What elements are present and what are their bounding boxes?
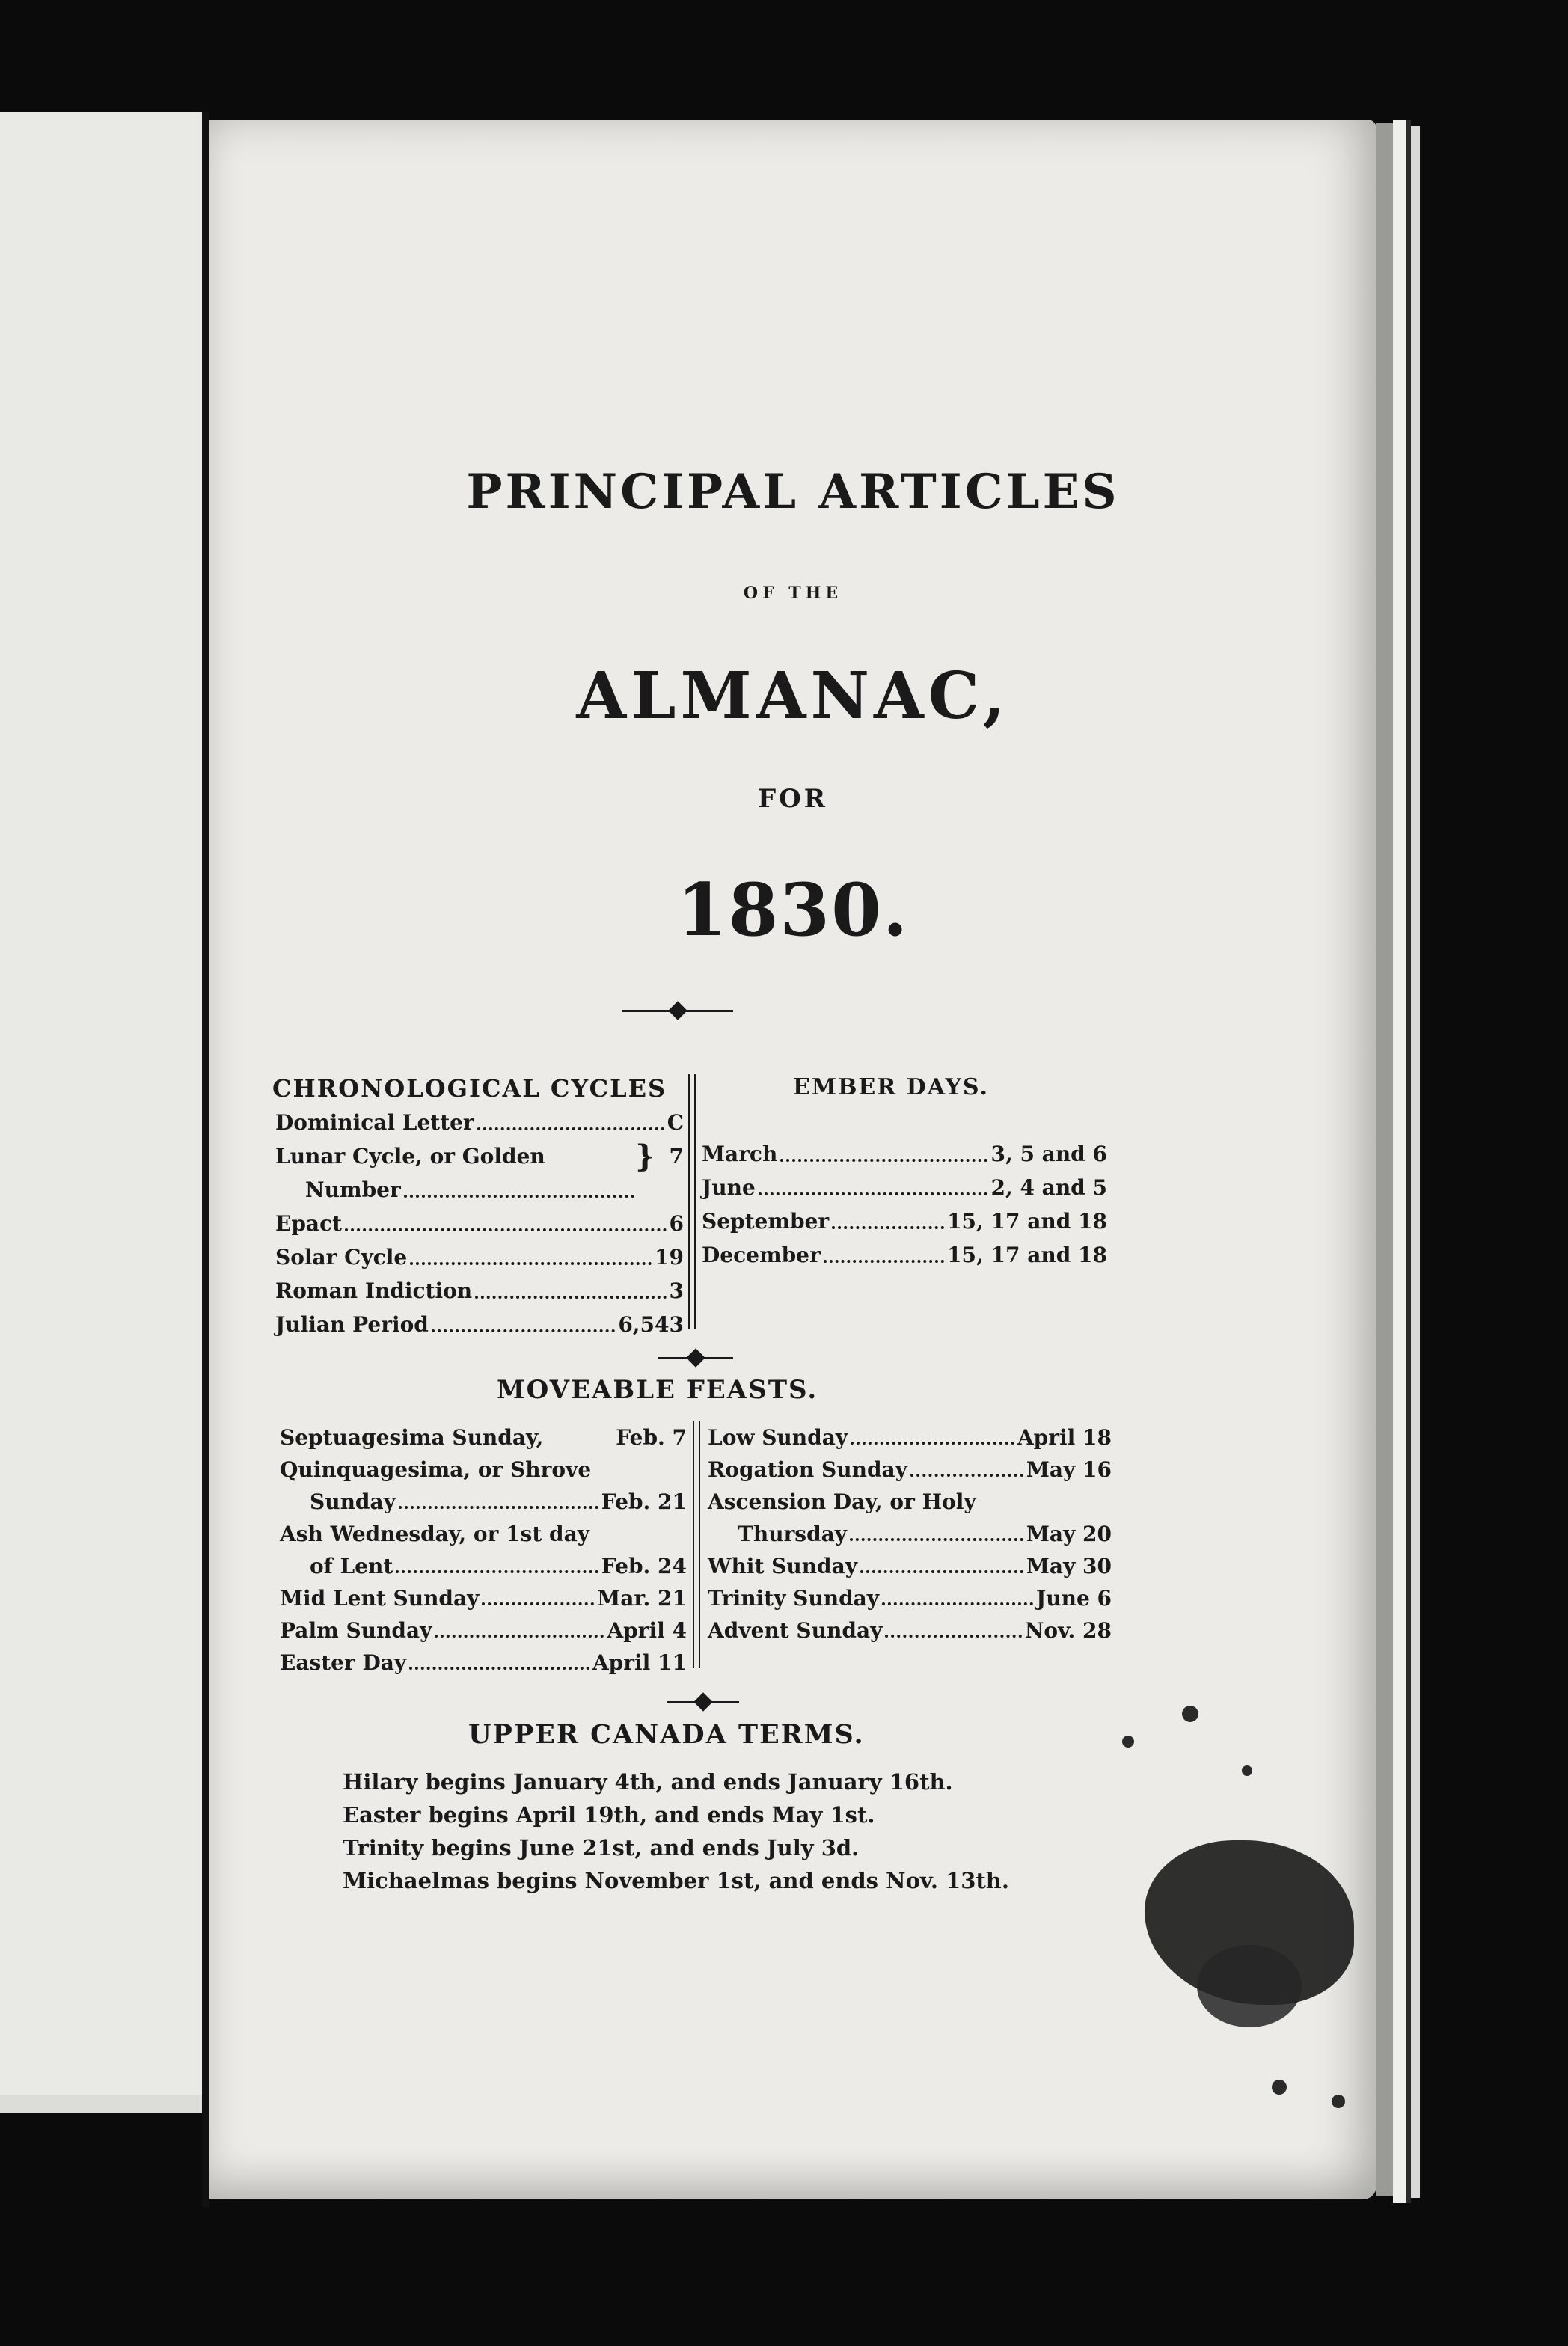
ink-spot [1182, 1706, 1198, 1722]
column-rule [688, 1074, 696, 1329]
list-item: Palm Sunday April 4 [280, 1614, 687, 1647]
list-item: Low Sunday April 18 [708, 1421, 1112, 1454]
ornament-divider [658, 1353, 733, 1363]
list-item: Thursday May 20 [708, 1518, 1112, 1550]
list-item: of Lent Feb. 24 [280, 1550, 687, 1582]
list-item: Solar Cycle 19 [275, 1240, 684, 1274]
list-item: Easter begins April 19th, and ends May 1st. [343, 1802, 875, 1828]
list-item: Easter Day April 11 [280, 1647, 687, 1679]
cover-edge [1411, 126, 1420, 2198]
ink-spot [1332, 2095, 1345, 2108]
title-almanac: ALMANAC, [576, 658, 1010, 734]
list-item: Roman Indiction 3 [275, 1274, 684, 1308]
list-item: Ascension Day, or Holy [708, 1489, 976, 1514]
moveable-feasts-heading: MOVEABLE FEASTS. [497, 1375, 818, 1405]
ember-days-list [702, 1137, 1107, 1272]
list-item: Michaelmas begins November 1st, and ends Nov. 13th. [343, 1868, 1009, 1893]
list-item: Julian Period 6,543 [275, 1308, 684, 1341]
list-item: Quinquagesima, or Shrove [280, 1457, 592, 1482]
list-item: Hilary begins January 4th, and ends January 16th. [343, 1769, 953, 1795]
title-principal-articles: PRINCIPAL ARTICLES [466, 464, 1120, 520]
ink-spot [1242, 1765, 1252, 1776]
upper-canada-terms-list [343, 1765, 1009, 1897]
page-edge-light [1393, 120, 1406, 2203]
list-item: Lunar Cycle, or Golden } 7 [275, 1139, 684, 1174]
list-item: Ash Wednesday, or 1st day [280, 1522, 589, 1546]
list-item: December 15, 17 and 18 [702, 1238, 1107, 1272]
ink-spot [1122, 1736, 1134, 1748]
list-item: June 2, 4 and 5 [702, 1171, 1107, 1204]
moveable-feasts-right-list [708, 1421, 1112, 1647]
list-item: Advent Sunday Nov. 28 [708, 1614, 1112, 1647]
book-gutter [202, 112, 209, 2207]
ornament-divider [622, 1005, 733, 1016]
list-item: Epact 6 [275, 1207, 684, 1240]
chronological-cycles-list [275, 1106, 684, 1341]
chronological-cycles-heading: CHRONOLOGICAL CYCLES [272, 1074, 667, 1103]
list-item: Sunday Feb. 21 [280, 1486, 687, 1518]
list-item: September 15, 17 and 18 [702, 1204, 1107, 1238]
list-item: Whit Sunday May 30 [708, 1550, 1112, 1582]
list-item: March 3, 5 and 6 [702, 1137, 1107, 1171]
ember-days-heading: EMBER DAYS. [793, 1074, 989, 1100]
ink-spot [1272, 2080, 1287, 2095]
page-edge-shadow [1376, 123, 1393, 2196]
ornament-divider [667, 1697, 739, 1707]
title-for: FOR [757, 784, 828, 814]
left-page-fragment [0, 112, 208, 2095]
list-item: Septuagesima Sunday, Feb. 7 [280, 1425, 687, 1450]
list-item: Mid Lent Sunday Mar. 21 [280, 1582, 687, 1614]
list-item: Rogation Sunday May 16 [708, 1454, 1112, 1486]
ink-stain [1197, 1945, 1302, 2027]
upper-canada-terms-heading: UPPER CANADA TERMS. [468, 1719, 865, 1750]
title-of-the: OF THE [743, 584, 843, 603]
moveable-feasts-left-list [280, 1421, 687, 1679]
list-item: Dominical Letter C [275, 1106, 684, 1139]
list-item: Trinity begins June 21st, and ends July 3d. [343, 1835, 860, 1860]
left-page-edge [0, 2095, 202, 2113]
column-rule [693, 1421, 700, 1668]
list-item: Number [275, 1173, 684, 1207]
title-year: 1830. [676, 868, 910, 952]
list-item: Trinity Sunday June 6 [708, 1582, 1112, 1614]
